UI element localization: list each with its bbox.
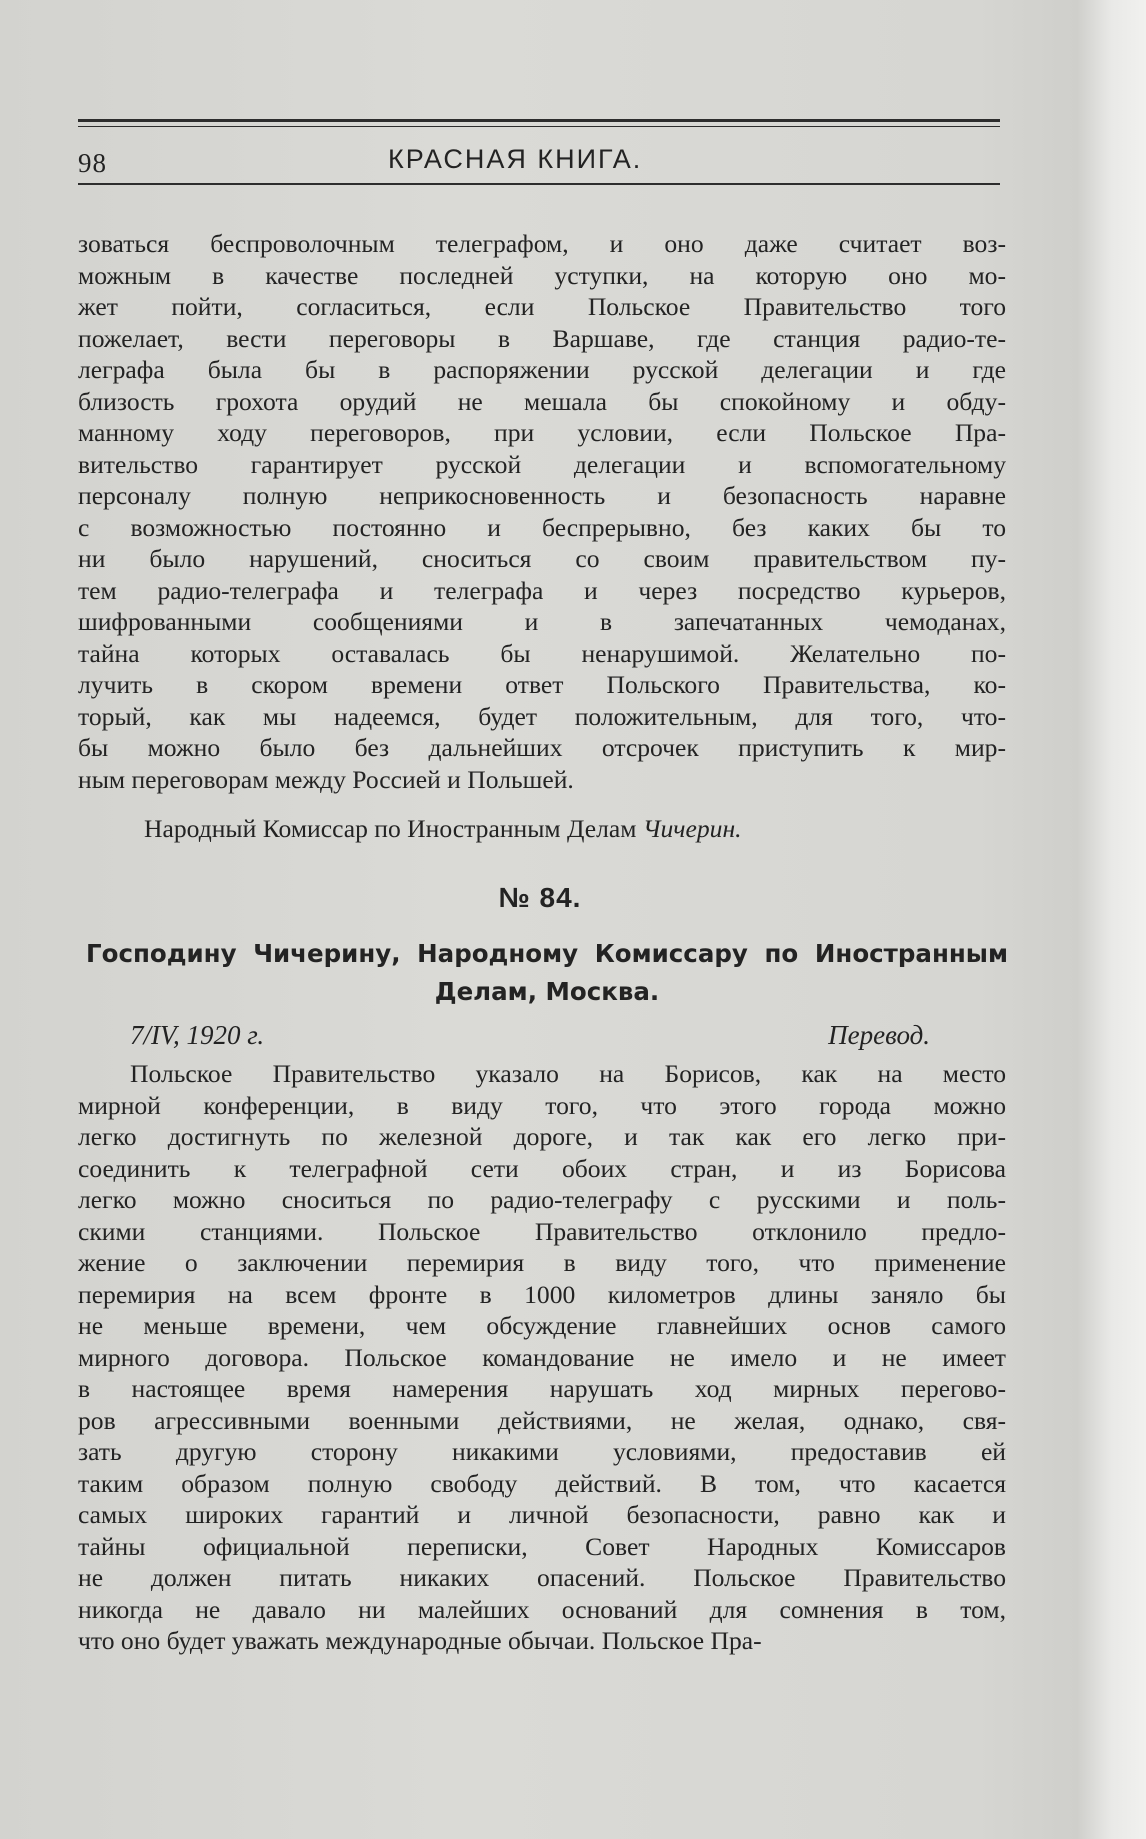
document-date: 7/IV, 1920 г.	[130, 1020, 265, 1050]
text-line: что оно будет уважать международные обычаи. Польское Пра-	[78, 1626, 762, 1655]
page-header	[78, 140, 1000, 180]
text-line: с возможностью постоянно и беспрерывно, без каких бы то	[78, 512, 1006, 542]
text-line: можным в качестве последней уступки, на которую оно мо-	[78, 260, 1006, 290]
text-line: лучить в скором времени ответ Польского Правительства, ко-	[78, 670, 1006, 699]
continued-letter-text	[78, 228, 1006, 795]
date-row	[130, 1020, 930, 1056]
text-line: Польское Правительство указало на Борисов, как на место	[130, 1059, 1006, 1088]
text-line: таким образом полную свободу действий. В том, что касается	[78, 1468, 1006, 1498]
text-line: ным переговорам между Россией и Польшей.	[78, 764, 574, 794]
text-line: легко достигнуть по железной дороге, и так как его легко при-	[78, 1122, 1006, 1151]
text-line: никогда не давало ни малейших оснований для сомнения в том,	[78, 1594, 1006, 1624]
text-line: тем радио-телеграфа и телеграфа и через посредство курьеров,	[78, 575, 1006, 605]
translation-note: Перевод.	[828, 1020, 930, 1050]
text-line: скими станциями. Польское Правительство отклонило предло-	[78, 1216, 1006, 1246]
document-address	[86, 935, 1008, 1011]
signature-line	[144, 814, 742, 844]
text-line: близость грохота орудий не мешала бы спокойному и обду-	[78, 386, 1006, 416]
text-line: самых широких гарантий и личной безопасности, равно как и	[78, 1500, 1006, 1529]
text-line: зать другую сторону никакими условиями, предоставив ей	[78, 1437, 1006, 1466]
text-line: вительство гарантирует русской делегации и вспомогательному	[78, 449, 1006, 479]
text-line: ров агрессивными военными действиями, не желая, однако, свя-	[78, 1405, 1006, 1435]
text-line: торый, как мы надеемся, будет положительным, для того, что-	[78, 701, 1006, 731]
text-line: бы можно было без дальнейших отсрочек приступить к мир-	[78, 733, 1006, 762]
text-line: тайна которых оставалась бы ненарушимой. Желательно по-	[78, 638, 1006, 668]
text-line: мирного договора. Польское командование не имело и не имеет	[78, 1342, 1006, 1372]
text-line: не меньше времени, чем обсуждение главнейших основ самого	[78, 1311, 1006, 1340]
address-line-2: Делам, Москва.	[434, 977, 660, 1006]
text-line: соединить к телеграфной сети обоих стран, и из Борисова	[78, 1153, 1006, 1183]
text-line: в настоящее время намерения нарушать ход мирных перегово-	[78, 1374, 1006, 1403]
address-line-1: Господину Чичерину, Народному Комиссару по Иностранным	[86, 939, 1008, 968]
header-rule-thick	[78, 119, 1000, 122]
text-line: мирной конференции, в виду того, что этого города можно	[78, 1090, 1006, 1120]
text-line: персоналу полную неприкосновенность и безопасность наравне	[78, 481, 1006, 510]
text-line: пожелает, вести переговоры в Варшаве, где станция радио-те-	[78, 323, 1006, 353]
text-line: шифрованными сообщениями и в запечатанных чемоданах,	[78, 607, 1006, 636]
text-line: манному ходу переговоров, при условии, если Польское Пра-	[78, 418, 1006, 447]
text-line: жение о заключении перемирия в виду того, что применение	[78, 1248, 1006, 1277]
text-line: зоваться беспроволочным телеграфом, и оно даже считает воз-	[78, 229, 1006, 258]
document-number: № 84.	[498, 882, 582, 913]
text-line: леграфа была бы в распоряжении русской делегации и где	[78, 355, 1006, 384]
text-line: не должен питать никаких опасений. Польское Правительство	[78, 1563, 1006, 1592]
text-line: ни было нарушений, сноситься со своим правительством пу-	[78, 544, 1006, 573]
signature-title: Народный Комиссар по Иностранным Делам	[144, 814, 637, 843]
text-line: жет пойти, согласиться, если Польское Правительство того	[78, 292, 1006, 321]
header-rule-thin	[78, 126, 1000, 127]
signature-name: Чичерин.	[642, 814, 742, 843]
page-number: 98	[78, 148, 107, 178]
text-line: легко можно сноситься по радио-телеграфу с русскими и поль-	[78, 1185, 1006, 1214]
text-line: тайны официальной переписки, Совет Народных Комиссаров	[78, 1531, 1006, 1561]
text-line: перемирия на всем фронте в 1000 километров длины заняло бы	[78, 1279, 1006, 1309]
running-title: КРАСНАЯ КНИГА.	[388, 144, 643, 174]
header-underline	[78, 183, 1000, 185]
letter-text	[78, 1058, 1006, 1657]
